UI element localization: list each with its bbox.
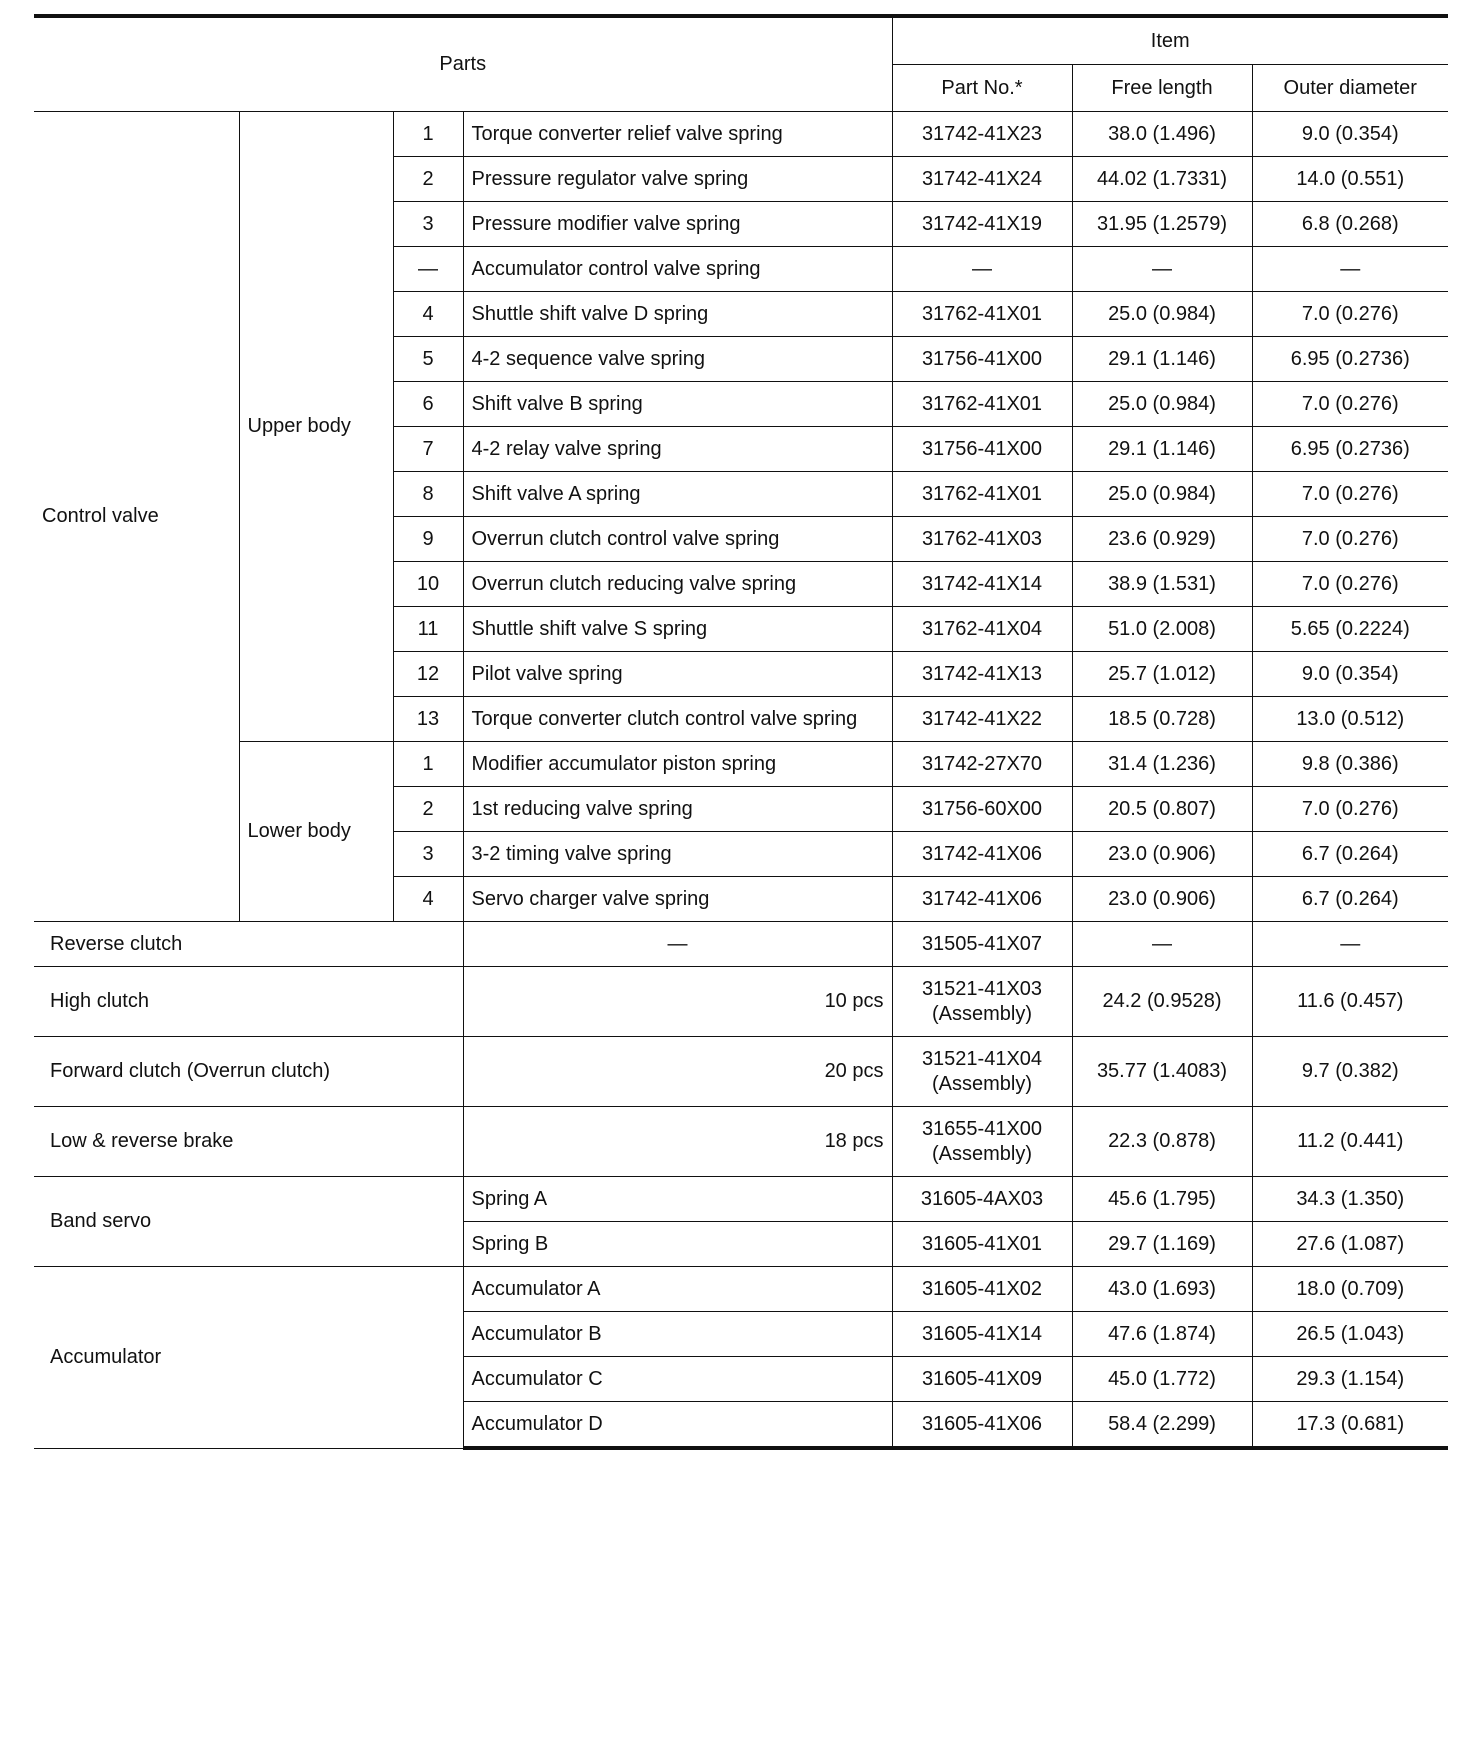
row-number: 8 [393, 472, 463, 517]
reverse-clutch-label: Reverse clutch [34, 922, 463, 967]
free-length-cell: 38.0 (1.496) [1072, 112, 1252, 157]
outer-diameter-cell: 29.3 (1.154) [1252, 1357, 1448, 1402]
assembly-note: (Assembly) [931, 1072, 1032, 1095]
outer-diameter-cell: 6.95 (0.2736) [1252, 427, 1448, 472]
outer-diameter-cell: 27.6 (1.087) [1252, 1222, 1448, 1267]
part-no-cell: 31762-41X01 [892, 472, 1072, 517]
part-no-cell: 31762-41X01 [892, 382, 1072, 427]
part-no-cell: 31742-41X14 [892, 562, 1072, 607]
table-row [34, 742, 1448, 787]
outer-diameter-cell: 18.0 (0.709) [1252, 1267, 1448, 1312]
part-no-cell: 31762-41X01 [892, 292, 1072, 337]
free-length-cell: 18.5 (0.728) [1072, 697, 1252, 742]
row-number: 12 [393, 652, 463, 697]
free-length-cell: 29.1 (1.146) [1072, 427, 1252, 472]
row-number: 13 [393, 697, 463, 742]
row-number: 1 [393, 742, 463, 787]
free-length-cell: 51.0 (2.008) [1072, 607, 1252, 652]
free-length-cell: 23.0 (0.906) [1072, 832, 1252, 877]
part-name: Torque converter relief valve spring [463, 112, 892, 157]
part-name: Accumulator D [463, 1402, 892, 1449]
free-length-cell: 25.0 (0.984) [1072, 382, 1252, 427]
part-no-cell [892, 1107, 1072, 1177]
part-name: 3-2 timing valve spring [463, 832, 892, 877]
part-no-cell: 31742-41X22 [892, 697, 1072, 742]
quantity-cell: 10 pcs [463, 967, 892, 1037]
part-no-cell [892, 967, 1072, 1037]
free-length-cell: 20.5 (0.807) [1072, 787, 1252, 832]
row-number: 9 [393, 517, 463, 562]
band-servo-label: Band servo [34, 1177, 463, 1267]
part-name: Shuttle shift valve D spring [463, 292, 892, 337]
item-header: Item [892, 16, 1448, 65]
free-length-cell: 23.6 (0.929) [1072, 517, 1252, 562]
table-row [34, 112, 1448, 157]
part-name: Spring A [463, 1177, 892, 1222]
outer-diameter-cell: 9.8 (0.386) [1252, 742, 1448, 787]
part-name: Servo charger valve spring [463, 877, 892, 922]
part-no-cell: 31605-41X01 [892, 1222, 1072, 1267]
outer-diameter-cell: 9.0 (0.354) [1252, 112, 1448, 157]
free-length-cell: — [1072, 922, 1252, 967]
spring-spec-table [34, 14, 1448, 1450]
part-no-cell [892, 1037, 1072, 1107]
table-row [34, 922, 1448, 967]
header-row-1 [34, 16, 1448, 65]
part-name: Shuttle shift valve S spring [463, 607, 892, 652]
outer-diameter-cell: 14.0 (0.551) [1252, 157, 1448, 202]
low-reverse-brake-label: Low & reverse brake [34, 1107, 463, 1177]
parts-header: Parts [34, 16, 892, 112]
free-length-cell: 29.1 (1.146) [1072, 337, 1252, 382]
outer-diameter-cell: 7.0 (0.276) [1252, 292, 1448, 337]
part-name: 4-2 relay valve spring [463, 427, 892, 472]
part-no-cell: 31742-41X19 [892, 202, 1072, 247]
free-length-cell: 44.02 (1.7331) [1072, 157, 1252, 202]
outer-diameter-cell: 7.0 (0.276) [1252, 382, 1448, 427]
free-length-cell: 58.4 (2.299) [1072, 1402, 1252, 1449]
free-length-cell: 23.0 (0.906) [1072, 877, 1252, 922]
part-no-text: 31521-41X04 [921, 1047, 1043, 1070]
outer-diameter-cell: 9.7 (0.382) [1252, 1037, 1448, 1107]
part-name: Torque converter clutch control valve spring [463, 697, 892, 742]
part-no-cell: — [892, 247, 1072, 292]
part-no-text: 31521-41X03 [921, 977, 1043, 1000]
part-name: Pressure regulator valve spring [463, 157, 892, 202]
free-length-cell: — [1072, 247, 1252, 292]
free-length-cell: 38.9 (1.531) [1072, 562, 1252, 607]
free-length-cell: 43.0 (1.693) [1072, 1267, 1252, 1312]
part-name: Accumulator A [463, 1267, 892, 1312]
high-clutch-label: High clutch [34, 967, 463, 1037]
upper-body-group-label: Upper body [239, 112, 393, 742]
part-name: Pilot valve spring [463, 652, 892, 697]
outer-diameter-cell: 7.0 (0.276) [1252, 517, 1448, 562]
part-no-cell: 31742-41X13 [892, 652, 1072, 697]
free-length-cell: 31.95 (1.2579) [1072, 202, 1252, 247]
part-name: Shift valve B spring [463, 382, 892, 427]
free-length-cell: 29.7 (1.169) [1072, 1222, 1252, 1267]
table-row [34, 1177, 1448, 1222]
part-name: Modifier accumulator piston spring [463, 742, 892, 787]
free-length-cell: 24.2 (0.9528) [1072, 967, 1252, 1037]
row-number: 2 [393, 157, 463, 202]
outer-diameter-cell: 5.65 (0.2224) [1252, 607, 1448, 652]
outer-diameter-header: Outer diameter [1252, 65, 1448, 112]
free-length-cell: 45.0 (1.772) [1072, 1357, 1252, 1402]
table-row [34, 1107, 1448, 1177]
part-name: Spring B [463, 1222, 892, 1267]
outer-diameter-cell: — [1252, 247, 1448, 292]
row-number: 10 [393, 562, 463, 607]
row-number: 7 [393, 427, 463, 472]
part-no-text: 31655-41X00 [921, 1117, 1043, 1140]
outer-diameter-cell: 6.7 (0.264) [1252, 832, 1448, 877]
assembly-note: (Assembly) [931, 1142, 1032, 1165]
row-number: 6 [393, 382, 463, 427]
part-no-cell: 31762-41X03 [892, 517, 1072, 562]
outer-diameter-cell: 6.7 (0.264) [1252, 877, 1448, 922]
outer-diameter-cell: 6.8 (0.268) [1252, 202, 1448, 247]
part-name: Accumulator control valve spring [463, 247, 892, 292]
part-no-cell: 31756-60X00 [892, 787, 1072, 832]
outer-diameter-cell: 7.0 (0.276) [1252, 787, 1448, 832]
outer-diameter-cell: 7.0 (0.276) [1252, 472, 1448, 517]
quantity-cell: — [463, 922, 892, 967]
outer-diameter-cell: 7.0 (0.276) [1252, 562, 1448, 607]
part-no-cell: 31742-41X23 [892, 112, 1072, 157]
row-number: 2 [393, 787, 463, 832]
free-length-cell: 47.6 (1.874) [1072, 1312, 1252, 1357]
forward-clutch-label: Forward clutch (Overrun clutch) [34, 1037, 463, 1107]
part-name: Accumulator B [463, 1312, 892, 1357]
outer-diameter-cell: 13.0 (0.512) [1252, 697, 1448, 742]
part-name: Accumulator C [463, 1357, 892, 1402]
part-name: Pressure modifier valve spring [463, 202, 892, 247]
outer-diameter-cell: 34.3 (1.350) [1252, 1177, 1448, 1222]
free-length-cell: 25.7 (1.012) [1072, 652, 1252, 697]
part-no-cell: 31756-41X00 [892, 427, 1072, 472]
part-no-cell: 31605-41X02 [892, 1267, 1072, 1312]
row-number: 1 [393, 112, 463, 157]
table-row [34, 967, 1448, 1037]
part-no-cell: 31742-27X70 [892, 742, 1072, 787]
assembly-note: (Assembly) [931, 1002, 1032, 1025]
part-no-cell: 31742-41X24 [892, 157, 1072, 202]
outer-diameter-cell: 17.3 (0.681) [1252, 1402, 1448, 1449]
row-number: 3 [393, 832, 463, 877]
table-row [34, 1267, 1448, 1312]
part-no-cell: 31605-41X06 [892, 1402, 1072, 1449]
outer-diameter-cell: 11.2 (0.441) [1252, 1107, 1448, 1177]
free-length-cell: 31.4 (1.236) [1072, 742, 1252, 787]
part-name: Shift valve A spring [463, 472, 892, 517]
free-length-cell: 25.0 (0.984) [1072, 292, 1252, 337]
free-length-cell: 45.6 (1.795) [1072, 1177, 1252, 1222]
part-no-cell: 31742-41X06 [892, 832, 1072, 877]
part-no-cell: 31505-41X07 [892, 922, 1072, 967]
row-number: 4 [393, 877, 463, 922]
part-name: 4-2 sequence valve spring [463, 337, 892, 382]
outer-diameter-cell: — [1252, 922, 1448, 967]
accumulator-label: Accumulator [34, 1267, 463, 1449]
free-length-cell: 25.0 (0.984) [1072, 472, 1252, 517]
part-no-cell: 31605-41X14 [892, 1312, 1072, 1357]
outer-diameter-cell: 6.95 (0.2736) [1252, 337, 1448, 382]
table-row [34, 1037, 1448, 1107]
quantity-cell: 18 pcs [463, 1107, 892, 1177]
row-number: 11 [393, 607, 463, 652]
part-no-header: Part No.* [892, 65, 1072, 112]
row-number: 3 [393, 202, 463, 247]
outer-diameter-cell: 9.0 (0.354) [1252, 652, 1448, 697]
free-length-header: Free length [1072, 65, 1252, 112]
free-length-cell: 35.77 (1.4083) [1072, 1037, 1252, 1107]
part-name: Overrun clutch control valve spring [463, 517, 892, 562]
part-no-cell: 31762-41X04 [892, 607, 1072, 652]
outer-diameter-cell: 26.5 (1.043) [1252, 1312, 1448, 1357]
part-name: 1st reducing valve spring [463, 787, 892, 832]
part-no-cell: 31605-41X09 [892, 1357, 1072, 1402]
row-number: 4 [393, 292, 463, 337]
part-no-cell: 31605-4AX03 [892, 1177, 1072, 1222]
row-number: 5 [393, 337, 463, 382]
quantity-cell: 20 pcs [463, 1037, 892, 1107]
free-length-cell: 22.3 (0.878) [1072, 1107, 1252, 1177]
part-no-cell: 31756-41X00 [892, 337, 1072, 382]
control-valve-group-label: Control valve [34, 112, 239, 922]
lower-body-group-label: Lower body [239, 742, 393, 922]
outer-diameter-cell: 11.6 (0.457) [1252, 967, 1448, 1037]
part-no-cell: 31742-41X06 [892, 877, 1072, 922]
part-name: Overrun clutch reducing valve spring [463, 562, 892, 607]
row-number: — [393, 247, 463, 292]
